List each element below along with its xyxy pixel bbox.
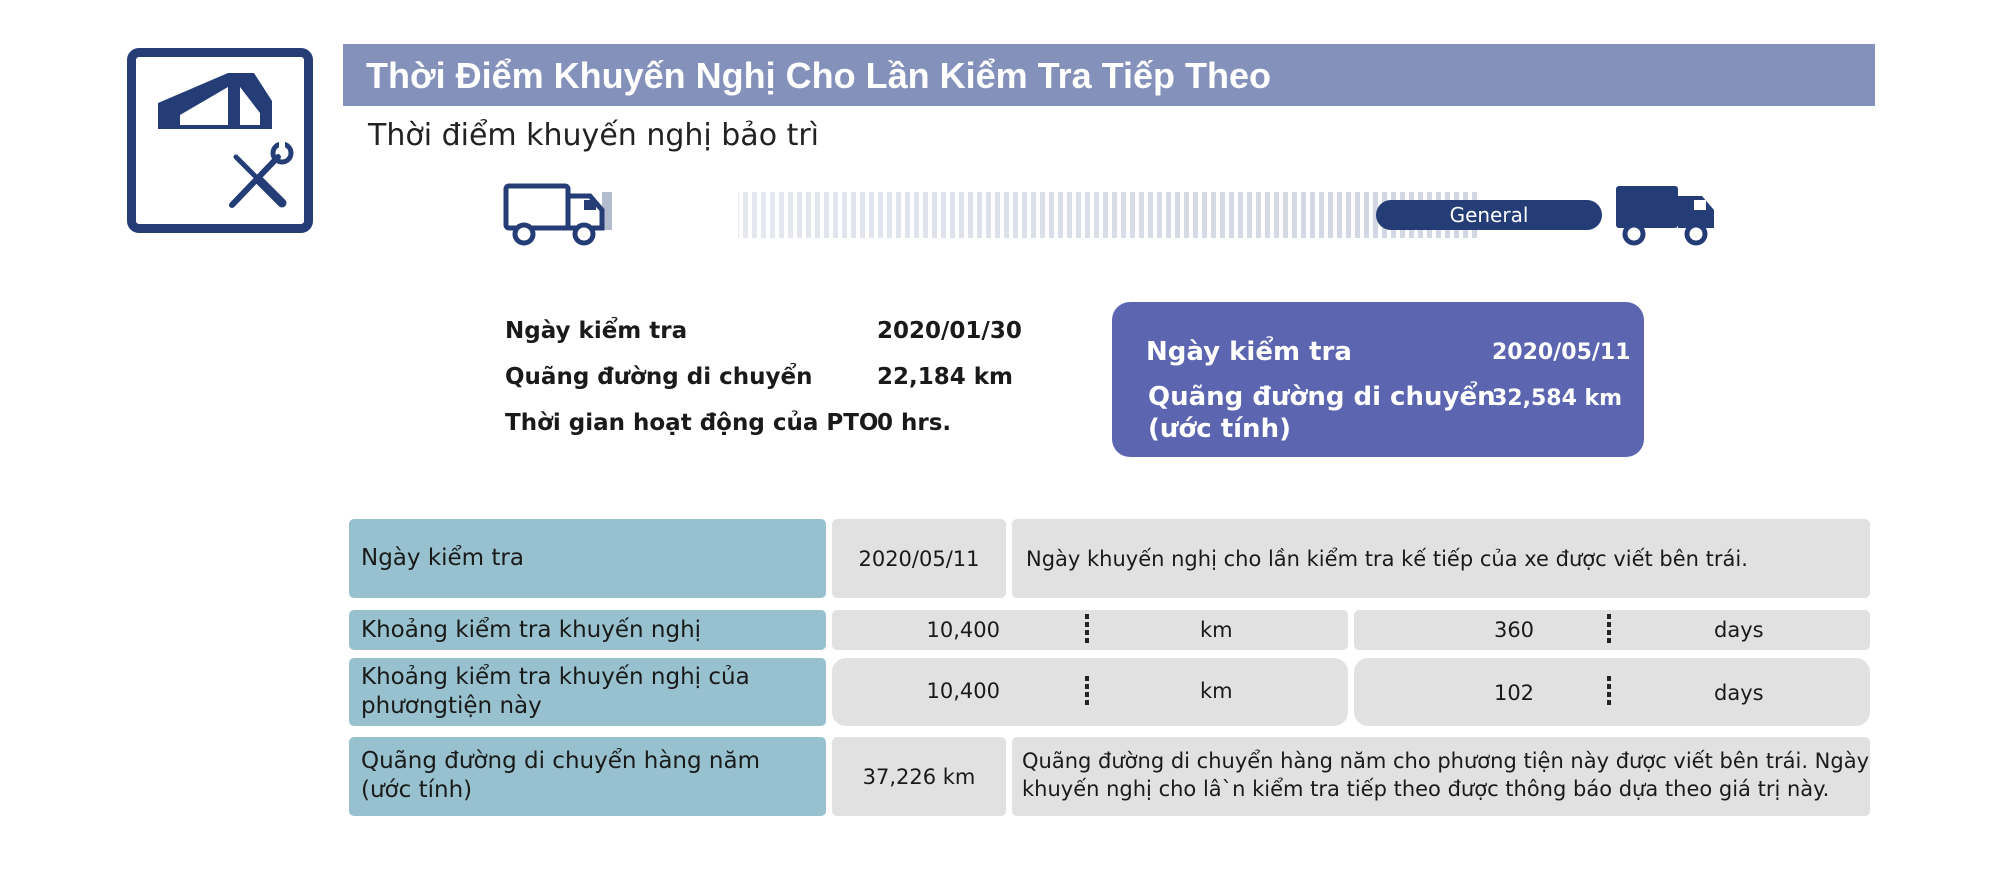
next-date-label: Ngày kiểm tra bbox=[1146, 337, 1352, 367]
table-annual-label bbox=[349, 737, 826, 816]
last-date-label: Ngày kiểm tra bbox=[505, 318, 688, 344]
vehicle-km-unit: km bbox=[1200, 679, 1233, 703]
table-vehicle-km-cell bbox=[832, 658, 1348, 726]
next-date-value: 2020/05/11 bbox=[1492, 340, 1631, 365]
vehicle-km-value: 10,400 bbox=[926, 679, 1000, 703]
annual-note-line1: Quãng đường di chuyển hàng năm cho phương tiện này được viết bên trái. Ngày bbox=[1022, 749, 1870, 773]
vehicle-interval-label-line1: Khoảng kiểm tra khuyến nghị của bbox=[361, 664, 750, 690]
table-annual-note bbox=[1012, 737, 1870, 816]
last-distance-value: 22,184 km bbox=[877, 364, 1014, 390]
table-date-note: Ngày khuyến nghị cho lần kiểm tra kế tiếp của xe được viết bên trái. bbox=[1012, 519, 1870, 598]
table-date-label: Ngày kiểm tra bbox=[349, 519, 826, 598]
table-annual-value: 37,226 km bbox=[832, 737, 1006, 816]
page-title: Thời Điểm Khuyến Nghị Cho Lần Kiểm Tra Tiếp Theo bbox=[366, 55, 1272, 96]
pto-hours-label: Thời gian hoạt động của PTO bbox=[505, 410, 879, 436]
left-truck-icon bbox=[506, 186, 612, 243]
table-interval-km-cell bbox=[832, 610, 1348, 650]
next-distance-label-line1: Quãng đường di chuyển bbox=[1148, 382, 1496, 412]
general-badge-label: General bbox=[1449, 203, 1529, 227]
pto-hours-value: 0 hrs. bbox=[877, 410, 952, 436]
next-distance-label-line2: (ước tính) bbox=[1148, 414, 1291, 444]
maintenance-logo bbox=[127, 48, 313, 233]
table-vehicle-interval-label bbox=[349, 658, 826, 726]
page-subtitle: Thời điểm khuyến nghị bảo trì bbox=[368, 118, 820, 153]
separator-dots bbox=[1607, 614, 1613, 646]
vehicle-days-unit: days bbox=[1714, 681, 1764, 705]
table-vehicle-days-cell bbox=[1354, 658, 1870, 726]
inspection-timeline bbox=[500, 178, 1740, 252]
table-date-value: 2020/05/11 bbox=[832, 519, 1006, 598]
table-interval-label: Khoảng kiểm tra khuyến nghị bbox=[349, 610, 826, 650]
last-date-value: 2020/01/30 bbox=[877, 318, 1022, 344]
annual-label-line1: Quãng đường di chuyển hàng năm bbox=[361, 748, 760, 774]
table-interval-days-cell bbox=[1354, 610, 1870, 650]
separator-dots bbox=[1607, 676, 1613, 708]
annual-note-line2: khuyến nghị cho lâ`n kiểm tra tiếp theo được thông báo dựa theo giá trị này. bbox=[1022, 777, 1830, 801]
vehicle-interval-label-line2: phươngtiện này bbox=[361, 693, 542, 719]
interval-days-unit: days bbox=[1714, 618, 1764, 642]
progress-stripes bbox=[738, 192, 1480, 238]
last-distance-label: Quãng đường di chuyển bbox=[505, 364, 813, 390]
interval-km-value: 10,400 bbox=[926, 618, 1000, 642]
truck-body-tools-icon bbox=[136, 57, 304, 224]
right-truck-icon bbox=[1616, 186, 1714, 243]
vehicle-days-value: 102 bbox=[1493, 681, 1535, 705]
next-distance-value: 32,584 km bbox=[1492, 386, 1623, 411]
interval-km-unit: km bbox=[1200, 618, 1233, 642]
separator-dots bbox=[1085, 676, 1091, 708]
interval-days-value: 360 bbox=[1493, 618, 1535, 642]
separator-dots bbox=[1085, 614, 1091, 646]
next-inspection-box bbox=[1112, 302, 1644, 457]
annual-label-line2: (ước tính) bbox=[361, 777, 473, 803]
